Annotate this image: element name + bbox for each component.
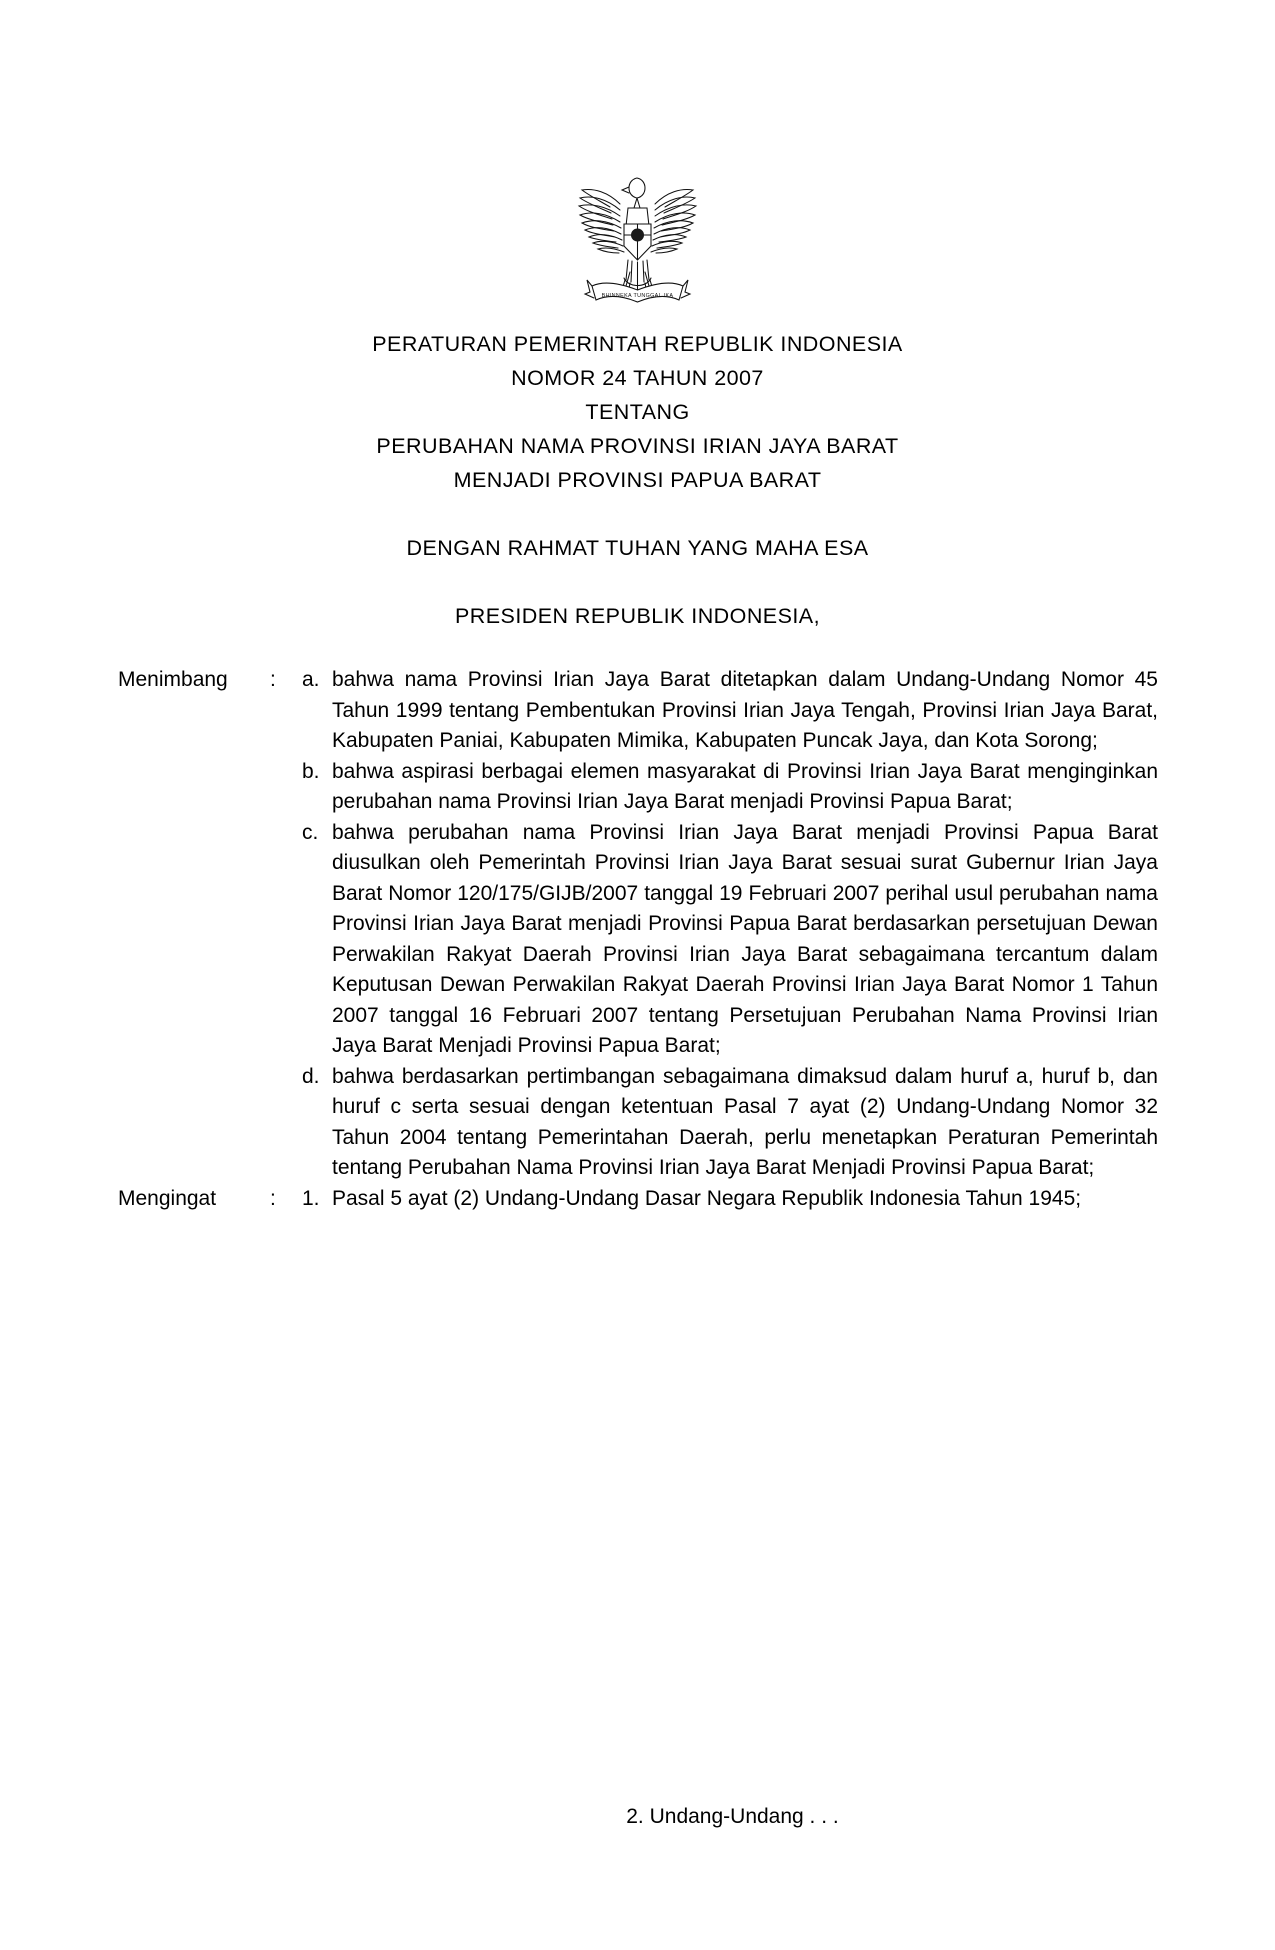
item-text-b: bahwa aspirasi berbagai elemen masyarakat di Provinsi Irian Jaya Barat menginginkan perubahan nama Provinsi Irian Jaya Barat menjadi Provinsi Papua Barat;: [332, 759, 1158, 813]
garuda-pancasila-emblem: [570, 168, 705, 316]
page-catchword: 2. Undang-Undang . . .: [626, 1805, 839, 1828]
item-marker-d: d.: [302, 1064, 320, 1088]
page-title: PERATURAN PEMERINTAH REPUBLIK INDONESIA: [372, 332, 903, 356]
mengingat-label: Mengingat: [118, 1186, 217, 1210]
title-spacer-1: [0, 497, 1275, 531]
menimbang-label: Menimbang: [118, 668, 228, 691]
item-text-c: bahwa perubahan nama Provinsi Irian Jaya Barat menjadi Provinsi Papua Barat diusulkan oleh Pemerintah Provinsi Irian Jaya Barat sesuai surat Gubernur Irian Jaya Barat Nomor 120/175/GIJB/2007 tanggal 19 Februari 2007 perihal usul perubahan nama Provinsi Irian Jaya Barat menjadi Provinsi Papua Barat berdasarkan persetujuan Dewan Perwakilan Rakyat Daerah Provinsi Irian Jaya Barat sebagaimana tercantum dalam Keputusan Dewan Perwakilan Rakyat Daerah Provinsi Irian Jaya Barat Nomor 1 Tahun 2007 tanggal 16 Februari 2007 tentang Persetujuan Perubahan Nama Provinsi Irian Jaya Barat Menjadi Provinsi Papua Barat;: [332, 820, 1158, 1057]
subject-line-1: PERUBAHAN NAMA PROVINSI IRIAN JAYA BARAT: [376, 434, 899, 458]
authority-line: PRESIDEN REPUBLIK INDONESIA,: [454, 604, 821, 628]
title-block: [0, 327, 1275, 633]
clause-menimbang-c: [118, 818, 1158, 1062]
item-marker-a: a.: [302, 668, 320, 691]
item-text-1: Pasal 5 ayat (2) Undang-Undang Dasar Negara Republik Indonesia Tahun 1945;: [332, 1186, 1082, 1210]
clause-mengingat-1: [118, 1184, 1158, 1215]
item-marker-c: c.: [302, 820, 319, 844]
item-marker-b: b.: [302, 759, 320, 783]
emblem-motto: BHINNEKA TUNGGAL IKA: [601, 293, 674, 299]
emblem-container: [0, 168, 1275, 321]
clause-menimbang-a: [118, 665, 1158, 757]
clause-menimbang-d: [118, 1062, 1158, 1184]
subject-line-2: MENJADI PROVINSI PAPUA BARAT: [453, 468, 822, 492]
considerations-block: [118, 665, 1158, 1214]
item-text-a: bahwa nama Provinsi Irian Jaya Barat ditetapkan dalam Undang-Undang Nomor 45 Tahun 1999 tentang Pembentukan Provinsi Irian Jaya Tengah, Provinsi Irian Jaya Barat, Kabupaten Paniai, Kabupaten Mimika, Kabupaten Puncak Jaya, dan Kota Sorong;: [332, 668, 1158, 752]
title-spacer-2: [0, 565, 1275, 599]
regulation-number: NOMOR 24 TAHUN 2007: [511, 366, 764, 390]
clause-menimbang-b: [118, 757, 1158, 818]
tentang-label: TENTANG: [585, 400, 690, 424]
mengingat-colon: :: [270, 1186, 276, 1210]
blessing-line: DENGAN RAHMAT TUHAN YANG MAHA ESA: [406, 536, 869, 560]
item-text-d: bahwa berdasarkan pertimbangan sebagaimana dimaksud dalam huruf a, huruf b, dan huruf c serta sesuai dengan ketentuan Pasal 7 ayat (2) Undang-Undang Nomor 32 Tahun 2004 tentang Pemerintahan Daerah, perlu menetapkan Peraturan Pemerintah tentang Perubahan Nama Provinsi Irian Jaya Barat Menjadi Provinsi Papua Barat;: [332, 1064, 1158, 1179]
menimbang-colon: :: [270, 668, 276, 691]
item-marker-1: 1.: [302, 1186, 320, 1210]
